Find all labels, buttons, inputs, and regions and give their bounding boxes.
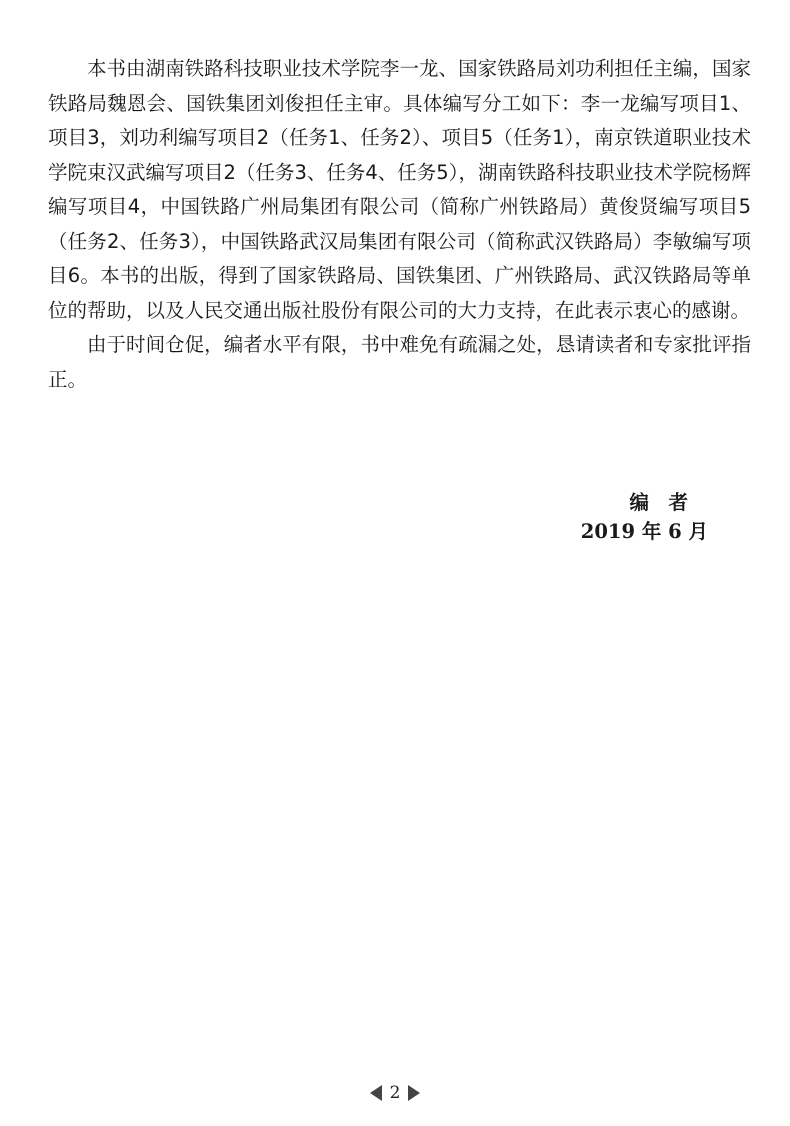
signature-block (581, 488, 708, 546)
paragraph-apology: 由于时间仓促，编者水平有限，书中难免有疏漏之处，恳请读者和专家批评指正。 (48, 333, 751, 391)
left-triangle-icon (370, 1085, 382, 1101)
body-text (48, 52, 751, 397)
right-triangle-icon (408, 1085, 420, 1101)
signature-date: 2019 年 6 月 (580, 520, 708, 543)
paragraph-acknowledgement: 本书由湖南铁路科技职业技术学院李一龙、国家铁路局刘功利担任主编，国家铁路局魏恩会、国铁集团刘俊担任主审。具体编写分工如下：李一龙编写项目1、项目3，刘功利编写项目2（任务1、任务2）、项目5（任务1），南京铁道职业技术学院束汉武编写项目2（任务3、任务4、任务5），湖南铁路科技职业技术学院杨辉编写项目4，中国铁路广州局集团有限公司（简称广州铁路局）黄俊贤编写项目5（任务2、任务3），中国铁路武汉局集团有限公司（简称武汉铁路局）李敏编写项目6。本书的出版，得到了国家铁路局、国铁集团、广州铁路局、武汉铁路局等单位的帮助，以及人民交通出版社股份有限公司的大力支持，在此表示衷心的感谢。 (48, 57, 751, 322)
page-footer (0, 1082, 790, 1104)
page-number: 2 (389, 1083, 401, 1103)
signature-author: 编 者 (629, 491, 688, 514)
